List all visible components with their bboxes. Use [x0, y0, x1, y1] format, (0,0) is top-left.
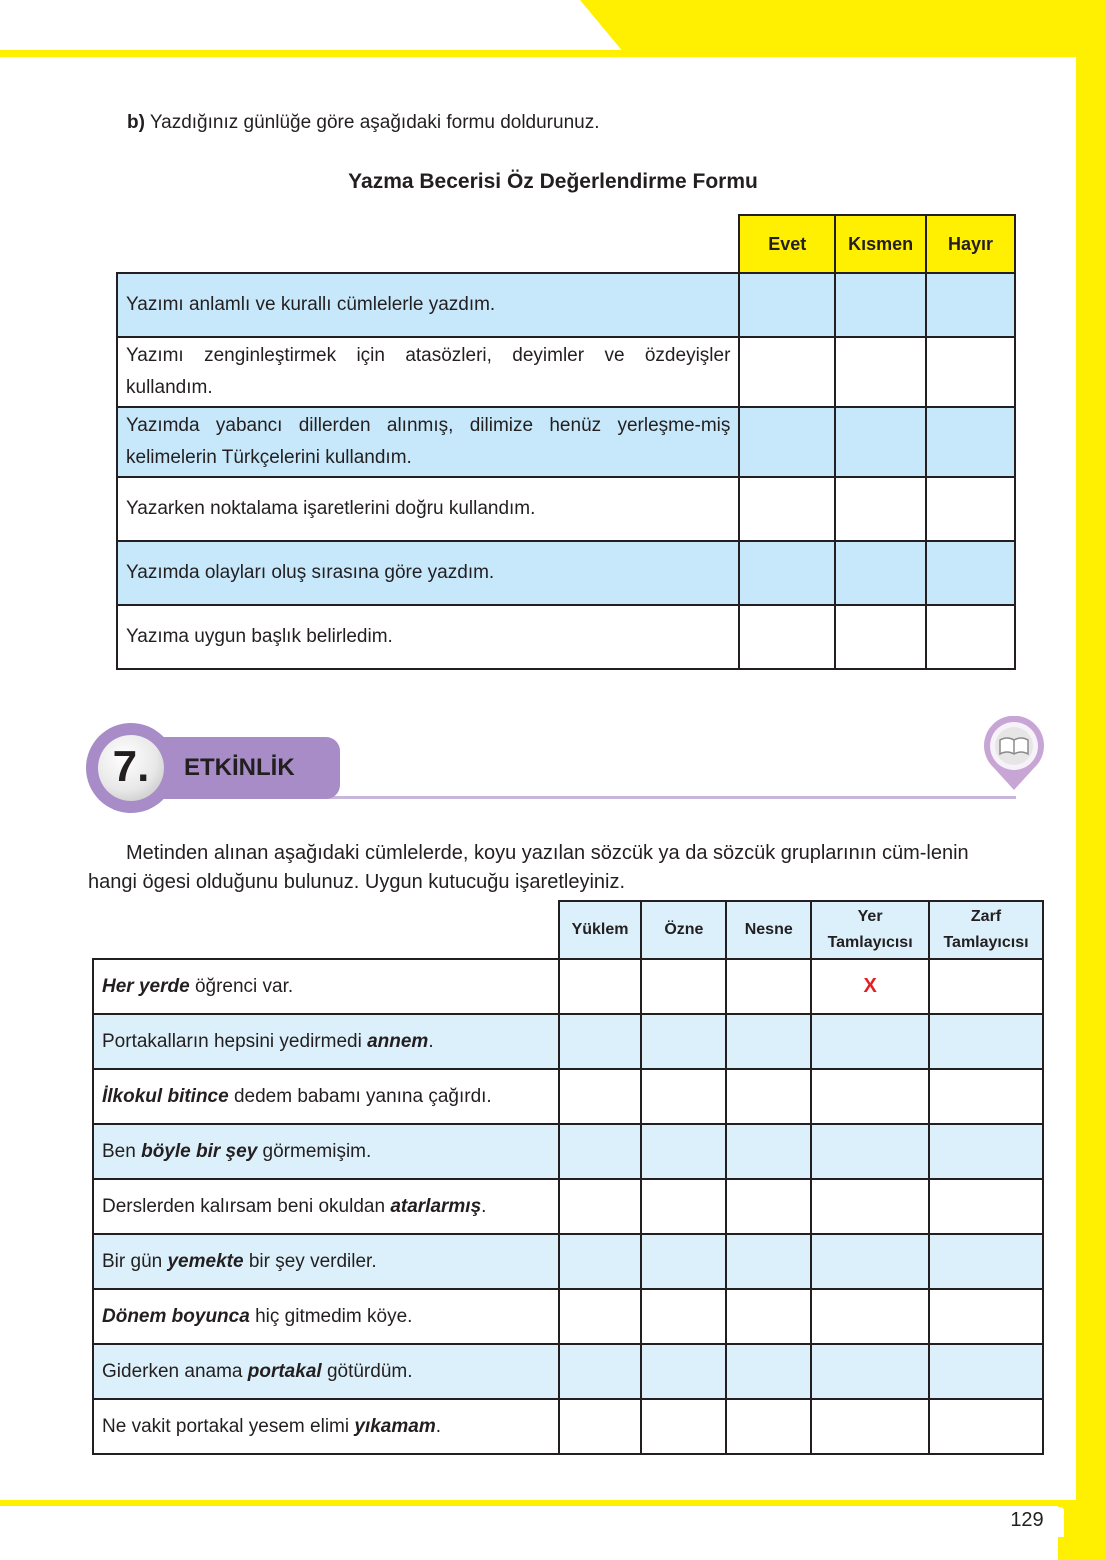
checkbox-cell[interactable]	[811, 1399, 929, 1454]
instruction-b	[127, 112, 599, 134]
column-zarf-tamlayicisi: Zarf Tamlayıcısı	[929, 901, 1043, 959]
highlighted-phrase: atarlarmış	[390, 1195, 482, 1217]
frame-right-stripe	[1076, 0, 1106, 1560]
checkbox-cell[interactable]	[929, 1014, 1043, 1069]
checkbox-cell[interactable]	[811, 1069, 929, 1124]
table-row	[93, 1069, 1043, 1124]
checkbox-cell[interactable]	[641, 959, 726, 1014]
column-ozne: Özne	[641, 901, 726, 959]
table-row	[93, 1179, 1043, 1234]
table-header-row	[93, 901, 1043, 959]
table-row	[117, 541, 1015, 605]
checkbox-cell[interactable]	[726, 1124, 811, 1179]
table-row	[93, 1014, 1043, 1069]
instruction-b-label: b)	[127, 112, 145, 133]
checkbox-cell[interactable]	[835, 605, 926, 669]
checkbox-cell[interactable]	[641, 1124, 726, 1179]
checkbox-cell[interactable]	[559, 1399, 642, 1454]
activity-label: ETKİNLİK	[184, 754, 295, 781]
checkbox-cell[interactable]	[641, 1344, 726, 1399]
activity-number: 7.	[112, 742, 150, 791]
checkbox-cell[interactable]	[835, 541, 926, 605]
sentence-cell: Portakalların hepsini yedirmedi annem.	[93, 1014, 559, 1069]
checkbox-cell[interactable]	[929, 1179, 1043, 1234]
highlighted-phrase: İlkokul bitince	[102, 1085, 229, 1107]
highlighted-phrase: Her yerde	[102, 975, 190, 997]
checkbox-cell[interactable]	[641, 1014, 726, 1069]
checkbox-cell[interactable]	[641, 1179, 726, 1234]
checkbox-cell[interactable]	[926, 477, 1015, 541]
checkbox-cell[interactable]	[726, 1289, 811, 1344]
checkbox-cell[interactable]	[835, 273, 926, 337]
checkbox-cell[interactable]	[929, 1124, 1043, 1179]
checkbox-cell[interactable]	[811, 1234, 929, 1289]
highlighted-phrase: yıkamam	[354, 1415, 436, 1437]
checkbox-cell[interactable]	[929, 959, 1043, 1014]
statement-cell: Yazımda yabancı dillerden alınmış, dilimize henüz yerleşme-miş kelimelerin Türkçelerini kullandım.	[117, 407, 739, 477]
checkbox-cell[interactable]	[929, 1289, 1043, 1344]
checkbox-cell[interactable]	[811, 1344, 929, 1399]
checkbox-cell[interactable]	[926, 273, 1015, 337]
activity-instruction: Metinden alınan aşağıdaki cümlelerde, koyu yazılan sözcük ya da sözcük gruplarının cüm-lenin hangi ögesi olduğunu bulunuz. Uygun kutucuğu işaretleyiniz.	[88, 842, 969, 893]
checkbox-cell[interactable]	[559, 1289, 642, 1344]
checkbox-cell[interactable]	[739, 605, 835, 669]
checkbox-cell[interactable]	[811, 1124, 929, 1179]
checkbox-cell[interactable]	[926, 407, 1015, 477]
table-row	[117, 477, 1015, 541]
statement-cell: Yazarken noktalama işaretlerini doğru kullandım.	[117, 477, 739, 541]
table-row	[117, 273, 1015, 337]
highlighted-phrase: portakal	[247, 1360, 322, 1382]
checkbox-cell[interactable]	[835, 477, 926, 541]
checkbox-cell[interactable]	[559, 959, 642, 1014]
highlighted-phrase: Dönem boyunca	[102, 1305, 250, 1327]
banner-underline	[300, 796, 1016, 799]
table-row	[93, 1124, 1043, 1179]
column-evet: Evet	[739, 215, 835, 273]
highlighted-phrase: annem	[367, 1030, 429, 1052]
column-hayir: Hayır	[926, 215, 1015, 273]
sentence-cell: Ben böyle bir şey görmemişim.	[93, 1124, 559, 1179]
checkbox-cell[interactable]	[726, 1014, 811, 1069]
checkbox-cell[interactable]	[926, 541, 1015, 605]
table-row	[93, 1289, 1043, 1344]
checkbox-cell[interactable]	[726, 1399, 811, 1454]
column-yuklem: Yüklem	[559, 901, 642, 959]
statement-cell: Yazıma uygun başlık belirledim.	[117, 605, 739, 669]
self-assessment-table	[116, 214, 1016, 670]
sentence-cell: Bir gün yemekte bir şey verdiler.	[93, 1234, 559, 1289]
checkbox-cell[interactable]	[811, 1014, 929, 1069]
sentence-cell: Dönem boyunca hiç gitmedim köye.	[93, 1289, 559, 1344]
checkbox-cell[interactable]	[726, 1234, 811, 1289]
checkbox-cell[interactable]	[739, 477, 835, 541]
checkbox-cell[interactable]	[835, 337, 926, 407]
column-nesne: Nesne	[726, 901, 811, 959]
checkbox-cell[interactable]	[641, 1289, 726, 1344]
checkbox-cell[interactable]	[739, 541, 835, 605]
checkbox-cell[interactable]	[559, 1124, 642, 1179]
statement-cell: Yazımı zenginleştirmek için atasözleri, deyimler ve özdeyişler kullandım.	[117, 337, 739, 407]
checkbox-cell[interactable]	[926, 337, 1015, 407]
statement-cell: Yazımda olayları oluş sırasına göre yazdım.	[117, 541, 739, 605]
header-blank-cell	[117, 215, 739, 273]
header-blank-cell	[93, 901, 559, 959]
frame-bottom-stripe	[0, 1500, 1106, 1506]
checkbox-cell[interactable]	[739, 273, 835, 337]
checkbox-cell[interactable]	[726, 1179, 811, 1234]
sentence-cell: İlkokul bitince dedem babamı yanına çağırdı.	[93, 1069, 559, 1124]
sentence-cell: Derslerden kalırsam beni okuldan atarlarmış.	[93, 1179, 559, 1234]
checkbox-cell[interactable]	[926, 605, 1015, 669]
sentence-cell: Ne vakit portakal yesem elimi yıkamam.	[93, 1399, 559, 1454]
checkbox-cell[interactable]	[739, 337, 835, 407]
highlighted-phrase: yemekte	[167, 1250, 244, 1272]
sentence-element-table	[92, 900, 1044, 1455]
checkbox-cell-marked[interactable]: X	[811, 959, 929, 1014]
book-pin-icon	[978, 716, 1050, 792]
checkbox-cell[interactable]	[739, 407, 835, 477]
checkbox-cell[interactable]	[641, 1234, 726, 1289]
checkbox-cell[interactable]	[641, 1399, 726, 1454]
checkbox-cell[interactable]	[811, 1289, 929, 1344]
checkbox-cell[interactable]	[559, 1069, 642, 1124]
table-row	[117, 605, 1015, 669]
checkbox-cell[interactable]	[559, 1179, 642, 1234]
checkbox-cell[interactable]	[835, 407, 926, 477]
column-yer-tamlayicisi: Yer Tamlayıcısı	[811, 901, 929, 959]
table-row	[93, 1234, 1043, 1289]
table-row	[117, 407, 1015, 477]
checkbox-cell[interactable]	[559, 1234, 642, 1289]
form-title: Yazma Becerisi Öz Değerlendirme Formu	[348, 170, 758, 193]
checkbox-cell[interactable]	[929, 1399, 1043, 1454]
table-row	[117, 337, 1015, 407]
highlighted-phrase: böyle bir şey	[141, 1140, 258, 1162]
checkbox-cell[interactable]	[641, 1069, 726, 1124]
frame-corner	[1058, 1500, 1106, 1560]
table-row	[93, 1399, 1043, 1454]
checkbox-cell[interactable]	[726, 959, 811, 1014]
instruction-b-text: Yazdığınız günlüğe göre aşağıdaki formu doldurunuz.	[149, 112, 600, 133]
checkbox-cell[interactable]	[929, 1344, 1043, 1399]
table-row	[93, 959, 1043, 1014]
statement-cell: Yazımı anlamlı ve kurallı cümlelerle yazdım.	[117, 273, 739, 337]
frame-top-tab	[580, 0, 1106, 57]
column-kismen: Kısmen	[835, 215, 926, 273]
checkbox-cell[interactable]	[929, 1069, 1043, 1124]
frame-top-stripe	[0, 50, 640, 57]
checkbox-cell[interactable]	[929, 1234, 1043, 1289]
checkbox-cell[interactable]	[811, 1179, 929, 1234]
checkbox-cell[interactable]	[726, 1344, 811, 1399]
page-number: 129	[1010, 1509, 1044, 1531]
checkbox-cell[interactable]	[559, 1014, 642, 1069]
table-header-row	[117, 215, 1015, 273]
sentence-cell: Her yerde öğrenci var.	[93, 959, 559, 1014]
checkbox-cell[interactable]	[726, 1069, 811, 1124]
table-row	[93, 1344, 1043, 1399]
sentence-cell: Giderken anama portakal götürdüm.	[93, 1344, 559, 1399]
checkbox-cell[interactable]	[559, 1344, 642, 1399]
